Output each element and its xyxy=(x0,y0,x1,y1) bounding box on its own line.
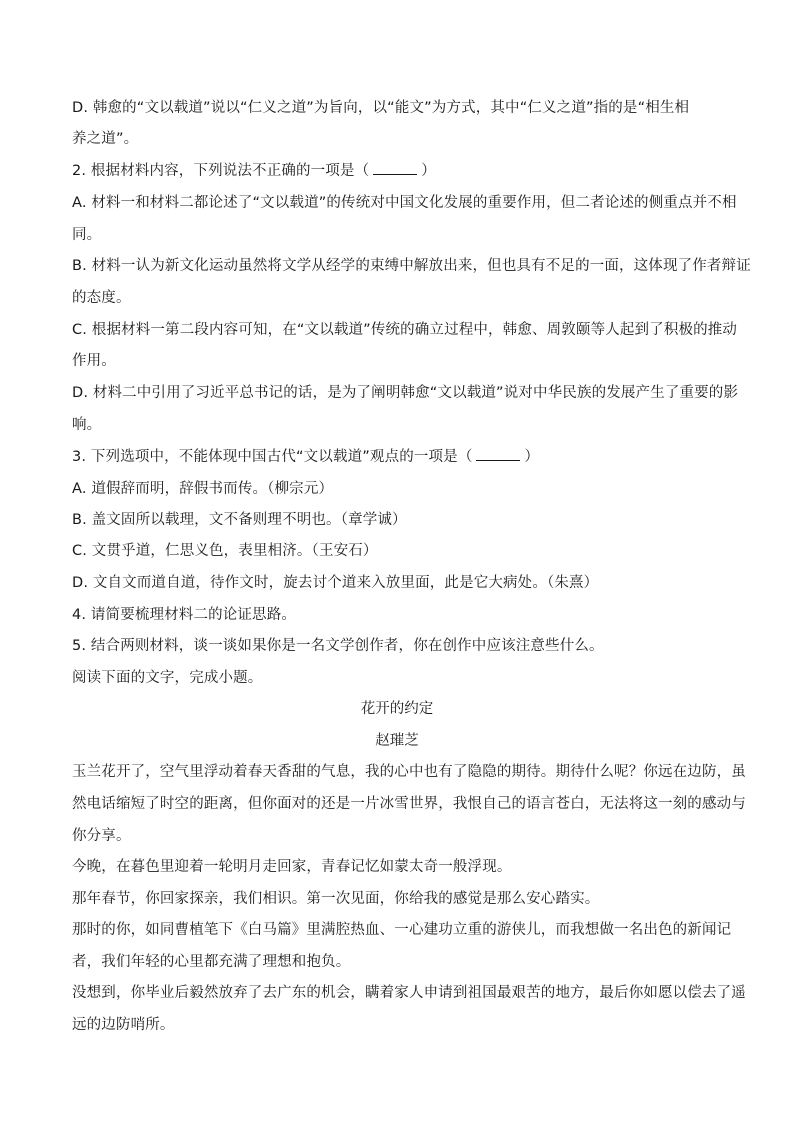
option-text: D. 文自文而道自道，待作文时，旋去讨个道来入放里面，此是它大病处。（朱熹） xyxy=(72,575,599,591)
option-text: 同。 xyxy=(72,227,102,243)
question-text-end: ） xyxy=(524,449,540,465)
option-text: 的态度。 xyxy=(72,290,131,306)
article-paragraph: 没想到，你毕业后毅然放弃了去广东的机会，瞒着家人申请到祖国最艰苦的地方，最后你如愿以偿去了遥 xyxy=(72,985,746,1001)
article-paragraph: 今晚，在暮色里迎着一轮明月走回家，青春记忆如蒙太奇一般浮现。 xyxy=(72,859,512,875)
article-paragraph: 你分享。 xyxy=(72,828,131,844)
article-paragraph: 那时的你，如同曹植笔下《白马篇》里满腔热血、一心建功立重的游侠儿，而我想做一名出色的新闻记 xyxy=(72,922,732,938)
article-paragraph: 者，我们年轻的心里都充满了理想和抱负。 xyxy=(72,954,351,970)
option-text: D. 材料二中引用了习近平总书记的话，是为了阐明韩愈“文以载道”说对中华民族的发展产生了重要的影 xyxy=(72,385,739,401)
question-5: 5. 结合两则材料，谈一谈如果你是一名文学创作者，你在创作中应该注意些什么。 xyxy=(72,638,604,654)
article-author: 赵璀芝 xyxy=(375,733,419,749)
option-text: 养之道”。 xyxy=(72,131,139,147)
option-text: 作用。 xyxy=(72,353,116,369)
answer-blank[interactable] xyxy=(476,448,520,461)
article-paragraph: 那年春节，你回家探亲，我们相识。第一次见面，你给我的感觉是那么安心踏实。 xyxy=(72,891,600,907)
option-text: 响。 xyxy=(72,417,102,433)
instruction-text: 阅读下面的文字，完成小题。 xyxy=(72,670,263,686)
article-paragraph: 远的边防哨所。 xyxy=(72,1017,175,1033)
question-text: 2. 根据材料内容，下列说法不正确的一项是（ xyxy=(72,163,370,179)
option-text: A. 材料一和材料二都论述了“文以载道”的传统对中国文化发展的重要作用，但二者论述的侧重点并不相 xyxy=(72,195,737,211)
article-title: 花开的约定 xyxy=(360,701,434,717)
option-text: C. 文贯乎道，仁思义色，表里相济。（王安石） xyxy=(72,543,378,559)
question-3 xyxy=(72,445,539,466)
article-paragraph: 然电话缩短了时空的距离，但你面对的还是一片冰雪世界，我恨自己的语言苍白，无法将这一刻的感动与 xyxy=(72,796,746,812)
question-2 xyxy=(72,159,436,180)
option-text: B. 盖文固所以载理，文不备则理不明也。（章学诚） xyxy=(72,512,407,528)
option-text: A. 道假辞而明，辞假书而传。（柳宗元） xyxy=(72,481,334,497)
question-text: 3. 下列选项中，不能体现中国古代“文以载道”观点的一项是（ xyxy=(72,449,473,465)
option-text: B. 材料一认为新文化运动虽然将文学从经学的束缚中解放出来，但也具有不足的一面，这体现了作者辩证 xyxy=(72,258,751,274)
article-paragraph: 玉兰花开了，空气里浮动着春天香甜的气息，我的心中也有了隐隐的期待。期待什么呢？你远在边防，虽 xyxy=(72,764,746,780)
question-4: 4. 请简要梳理材料二的论证思路。 xyxy=(72,607,296,623)
question-text-end: ） xyxy=(421,163,436,179)
option-text: C. 根据材料一第二段内容可知，在“文以载道”传统的确立过程中，韩愈、周敦颐等人起到了积极的推动 xyxy=(72,322,738,338)
answer-blank[interactable] xyxy=(373,162,417,175)
option-text: D. 韩愈的“文以载道”说以“仁义之道”为旨向，以“能文”为方式，其中“仁义之道”指的是“相生相 xyxy=(72,100,690,116)
